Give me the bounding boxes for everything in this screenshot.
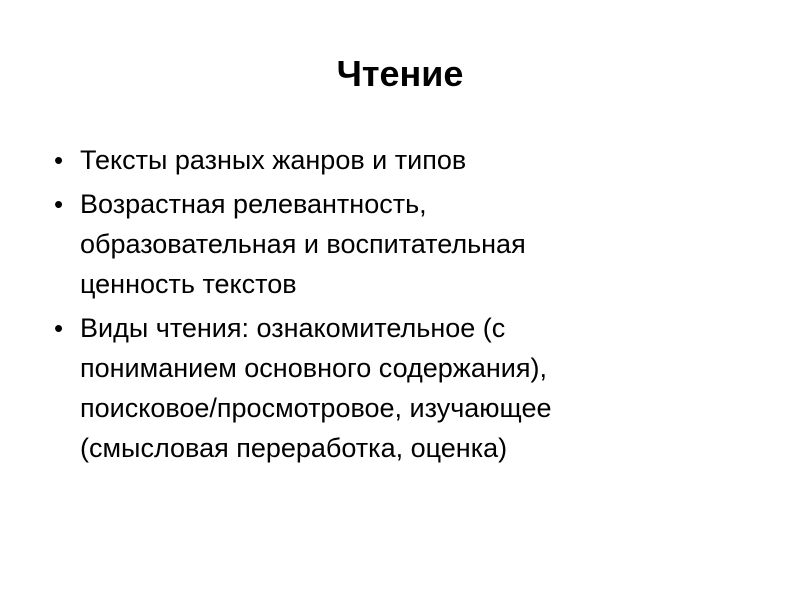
- bullet-dot-icon: •: [54, 189, 64, 219]
- bullet-line: пониманием основного содержания),: [80, 353, 547, 383]
- bullet-line: Виды чтения: ознакомительное (с: [80, 313, 506, 343]
- bullet-line: Тексты разных жанров и типов: [80, 145, 467, 175]
- bullet-dot-icon: •: [54, 145, 64, 175]
- bullet-dot-icon: •: [54, 313, 64, 343]
- bullet-line: (смысловая переработка, оценка): [80, 433, 508, 463]
- bullet-line: поисковое/просмотровое, изучающее: [80, 393, 552, 423]
- bullet-list: [52, 140, 772, 472]
- bullet-item: [52, 140, 772, 180]
- bullet-text: [80, 308, 772, 468]
- bullet-item: [52, 184, 772, 304]
- bullet-line: образовательная и воспитательная: [80, 229, 526, 259]
- bullet-line: Возрастная релевантность,: [80, 189, 427, 219]
- bullet-item: [52, 308, 772, 468]
- bullet-text: [80, 184, 772, 304]
- bullet-line: ценность текстов: [80, 269, 297, 299]
- slide-title: Чтение: [336, 53, 464, 94]
- bullet-text: [80, 140, 772, 180]
